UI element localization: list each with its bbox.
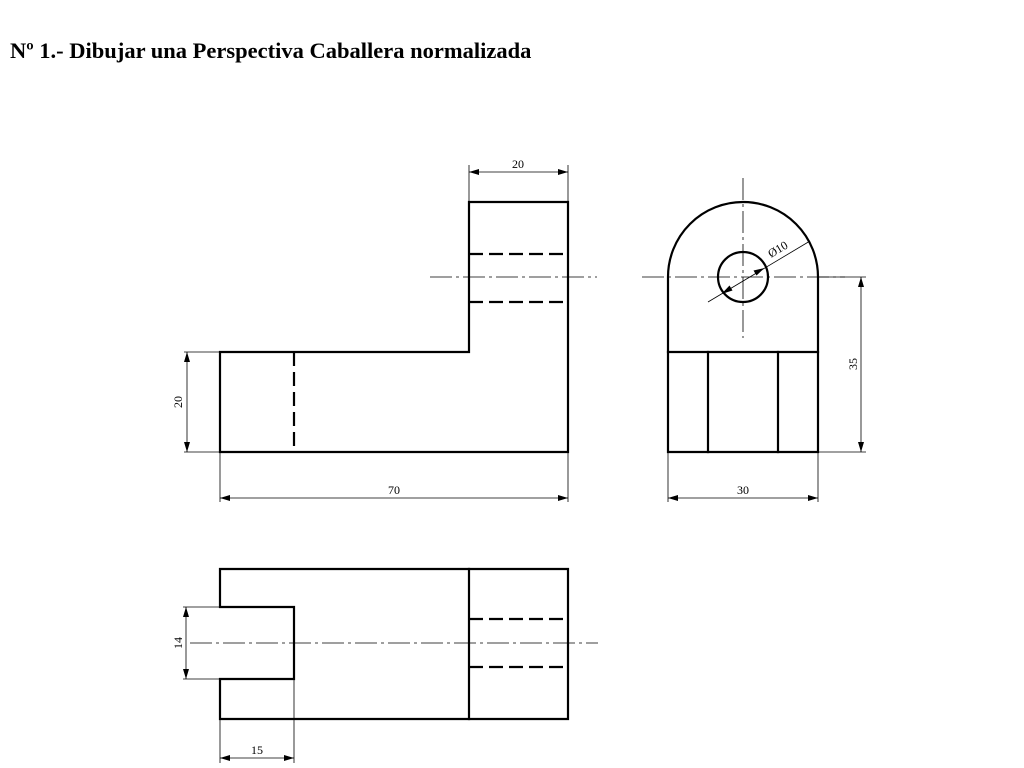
dim-front-top-width: [469, 157, 568, 202]
side-view: [642, 178, 866, 502]
front-view: [171, 157, 597, 502]
top-view: [171, 569, 598, 763]
front-view-outline: [220, 202, 568, 452]
top-view-outline: [220, 569, 568, 719]
dim-text-side-hole-diameter: Ø10: [765, 237, 791, 261]
dim-text-top-slot-depth: 15: [251, 743, 263, 757]
dim-top-slot-depth: [220, 679, 294, 763]
dim-text-front-top-width: 20: [512, 157, 524, 171]
dim-text-side-width: 30: [737, 483, 749, 497]
dim-text-front-height: 20: [171, 396, 185, 408]
dim-text-top-slot-width: 14: [171, 637, 185, 649]
dim-text-side-height: 35: [846, 358, 860, 370]
page-title: Nº 1.- Dibujar una Perspectiva Caballera normalizada: [10, 38, 532, 63]
dim-front-height: [171, 352, 220, 452]
dim-side-hole-diameter: [708, 238, 810, 302]
dim-side-width: [668, 452, 818, 502]
dim-text-front-length: 70: [388, 483, 400, 497]
dim-front-length: [220, 452, 568, 502]
dim-side-height: [818, 277, 866, 452]
